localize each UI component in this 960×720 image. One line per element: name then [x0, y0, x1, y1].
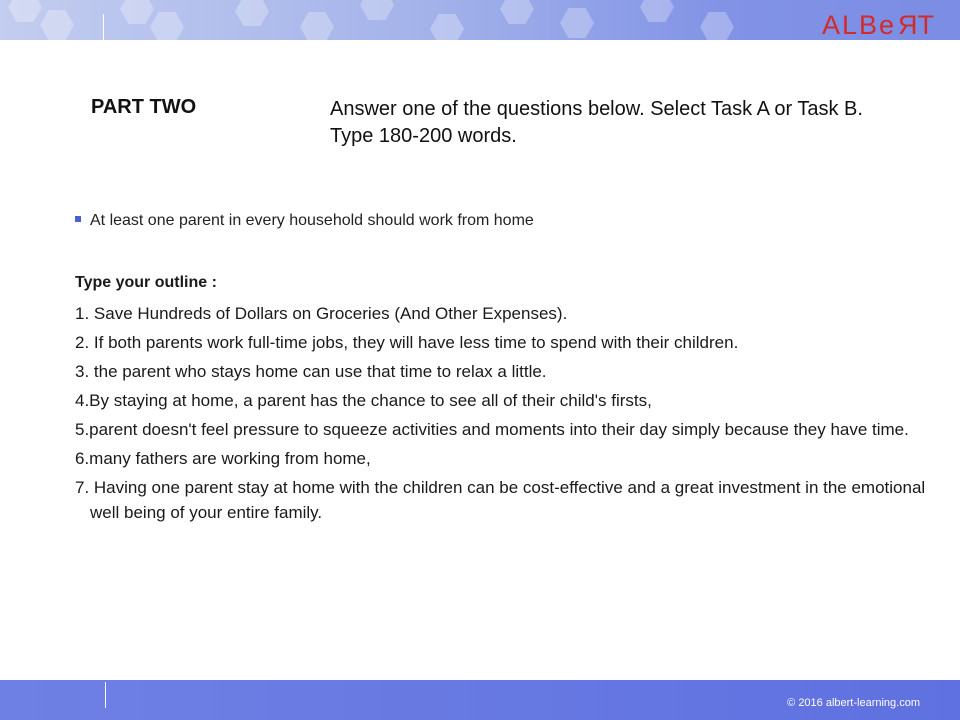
hex-decoration [560, 8, 594, 38]
logo-t: T [917, 10, 937, 40]
hex-decoration [150, 12, 184, 40]
hex-decoration [640, 0, 674, 22]
outline-title: Type your outline : [75, 274, 217, 291]
part-label: PART TWO [91, 96, 197, 118]
part-instructions: Answer one of the questions below. Select Task A or Task B. Type 180-200 words. [330, 98, 863, 147]
outline-item: 3. the parent who stays home can use that time to relax a little. [75, 362, 547, 381]
outline-list [75, 301, 935, 525]
outline-item: 7. Having one parent stay at home with the children can be cost-effective and a great investment in the emotional well being of your entire family. [75, 478, 926, 522]
hex-decoration [235, 0, 269, 26]
header-bar [0, 0, 960, 40]
header-divider [103, 14, 104, 40]
outline-item: 5.parent doesn't feel pressure to squeeze activities and moments into their day simply because they have time. [75, 420, 909, 439]
footer-bar [0, 680, 960, 720]
square-bullet-icon [75, 216, 81, 222]
logo-e: e [879, 10, 897, 40]
outline-item: 2. If both parents work full-time jobs, they will have less time to spend with their children. [75, 333, 739, 352]
hex-decoration [360, 0, 394, 20]
outline-item: 6.many fathers are working from home, [75, 449, 371, 468]
logo-reversed-letter: R [896, 10, 918, 40]
hex-decoration [8, 0, 42, 22]
copyright-text: © 2016 albert-learning.com [787, 697, 920, 709]
footer-divider [105, 682, 106, 708]
albert-logo[interactable] [822, 10, 936, 40]
hex-decoration [300, 12, 334, 40]
outline-item: 1. Save Hundreds of Dollars on Groceries (And Other Expenses). [75, 304, 568, 323]
hex-decoration [120, 0, 154, 24]
task-bullet [75, 212, 534, 230]
outline-section [75, 272, 935, 529]
logo-text: ALB [822, 10, 880, 40]
hex-decoration [430, 14, 464, 40]
outline-item: 4.By staying at home, a parent has the chance to see all of their child's firsts, [75, 391, 652, 410]
hex-decoration [500, 0, 534, 24]
hex-decoration [700, 12, 734, 40]
task-bullet-text: At least one parent in every household should work from home [90, 212, 534, 229]
hex-decoration [40, 10, 74, 40]
